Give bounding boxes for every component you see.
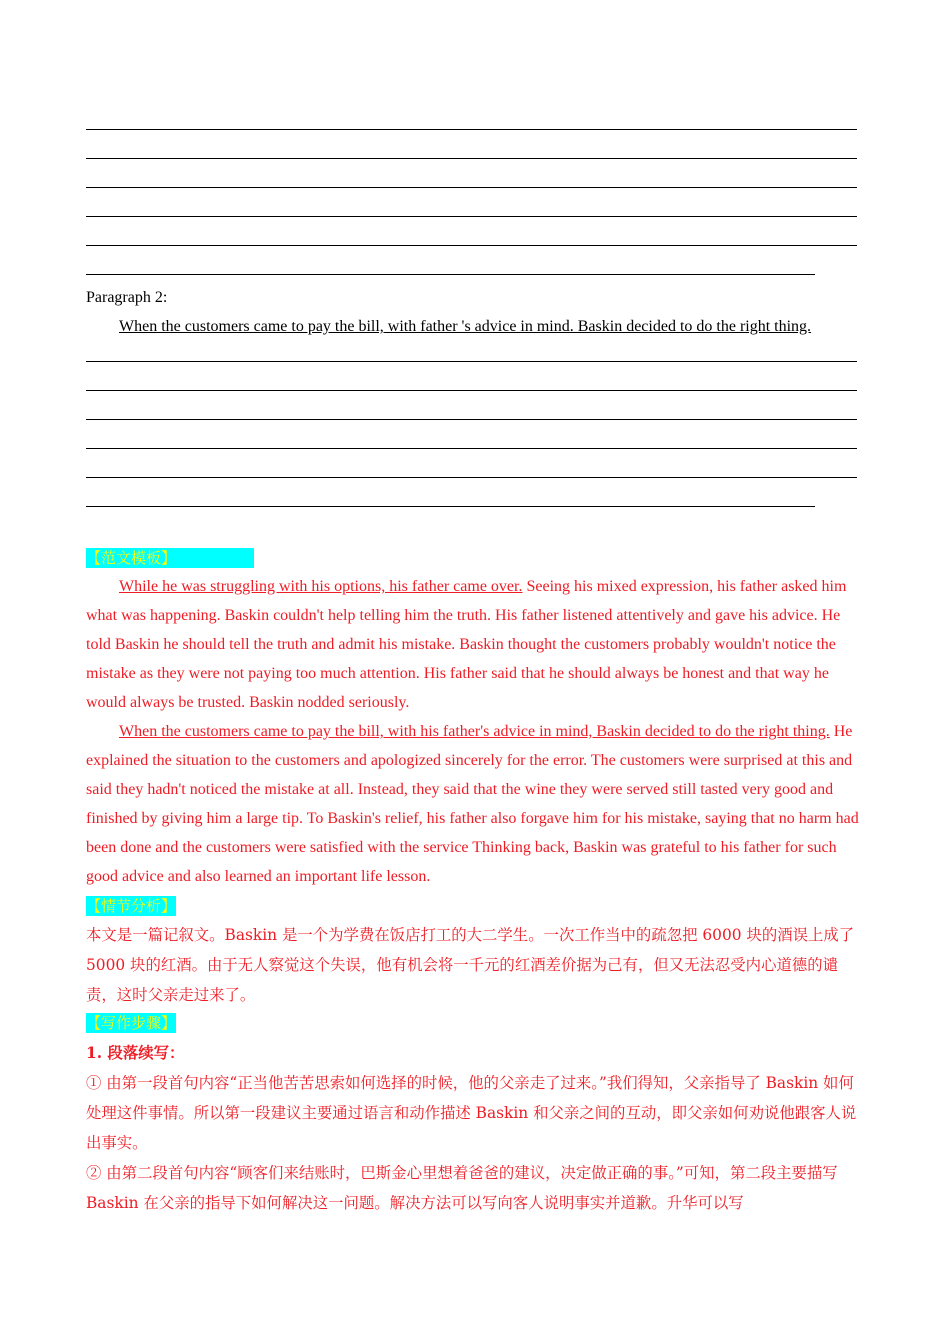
writing-line[interactable] — [86, 187, 857, 188]
writing-line[interactable] — [86, 477, 857, 478]
model-essay-p2-opening: When the customers came to pay the bill, with his father's advice in mind, Baskin decided to do the right thing. — [119, 723, 830, 740]
model-essay-p1-body: Seeing his mixed expression, his father asked him what was happening. Baskin couldn't help telling him the truth. His father listened attentively and gave his advice. He told Baskin he should tell the truth and admit his mistake. Baskin thought the customers probably wouldn't notice the mistake as they were not paying too much attention. His father said that he should always be honest and that way he would always be trusted. Baskin nodded seriously. — [86, 578, 847, 711]
writing-steps-tag — [86, 1013, 176, 1033]
model-essay-tag — [86, 548, 254, 568]
writing-step-item-1: ① 由第一段首句内容“正当他苦苦思索如何选择的时候，他的父亲走了过来。”我们得知，父亲指导了 Baskin 如何处理这件事情。所以第一段建议主要通过语言和动作描述 Baskin 和父亲之间的互动，即父亲如何劝说他跟客人说出事实。 — [86, 1074, 857, 1152]
writing-line[interactable] — [86, 274, 815, 275]
model-essay-p2-body: He explained the situation to the customers and apologized sincerely for the error. The customers were surprised at this and said they hadn't noticed the mistake at all. Instead, they said that the wine they were served still tasted very good and finished by giving him a large tip. To Baskin's relief, his father also forgave him for his mistake, saying that no harm had been done and the customers were satisfied with the service Thinking back, Baskin was grateful to his father for such good advice and also learned an important life lesson. — [86, 723, 859, 885]
writing-steps-list — [86, 1068, 864, 1218]
plot-analysis — [86, 920, 864, 1010]
writing-steps-tag-text: 【写作步骤】 — [86, 1014, 177, 1032]
plot-analysis-tag-text: 【情节分析】 — [86, 897, 177, 915]
plot-analysis-text: 本文是一篇记叙文。Baskin 是一个为学费在饭店打工的大二学生。一次工作当中的疏忽把 6000 块的酒误上成了 5000 块的红酒。由于无人察觉这个失误，他有机会将一千元的红酒差价据为己有，但又无法忍受内心道德的谴责，这时父亲走过来了。 — [86, 926, 855, 1004]
writing-line[interactable] — [86, 216, 857, 217]
writing-step-item-2: ② 由第二段首句内容“顾客们来结账时，巴斯金心里想着爸爸的建议，决定做正确的事。”可知，第二段主要描写 Baskin 在父亲的指导下如何解决这一问题。解决方法可以写向客人说明事实并道歉。升华可以写 — [86, 1164, 838, 1212]
model-essay-paragraph-2 — [86, 717, 864, 891]
paragraph2-label: Paragraph 2: — [86, 289, 168, 306]
model-essay — [86, 572, 864, 891]
model-essay-tag-text: 【范文模板】 — [86, 549, 177, 567]
paragraph2-opening-sentence: When the customers came to pay the bill, with father 's advice in mind. Baskin decided to do the right thing. — [119, 318, 812, 335]
model-essay-paragraph-1 — [86, 572, 864, 717]
writing-line[interactable] — [86, 390, 857, 391]
step1-title: 1. 段落续写： — [86, 1044, 185, 1062]
writing-line[interactable] — [86, 419, 857, 420]
writing-line[interactable] — [86, 448, 857, 449]
writing-line[interactable] — [86, 129, 857, 130]
writing-line[interactable] — [86, 245, 857, 246]
model-essay-p1-opening: While he was struggling with his options, his father came over. — [119, 578, 523, 595]
writing-line[interactable] — [86, 361, 857, 362]
writing-line[interactable] — [86, 506, 815, 507]
plot-analysis-tag — [86, 896, 176, 916]
writing-line[interactable] — [86, 158, 857, 159]
